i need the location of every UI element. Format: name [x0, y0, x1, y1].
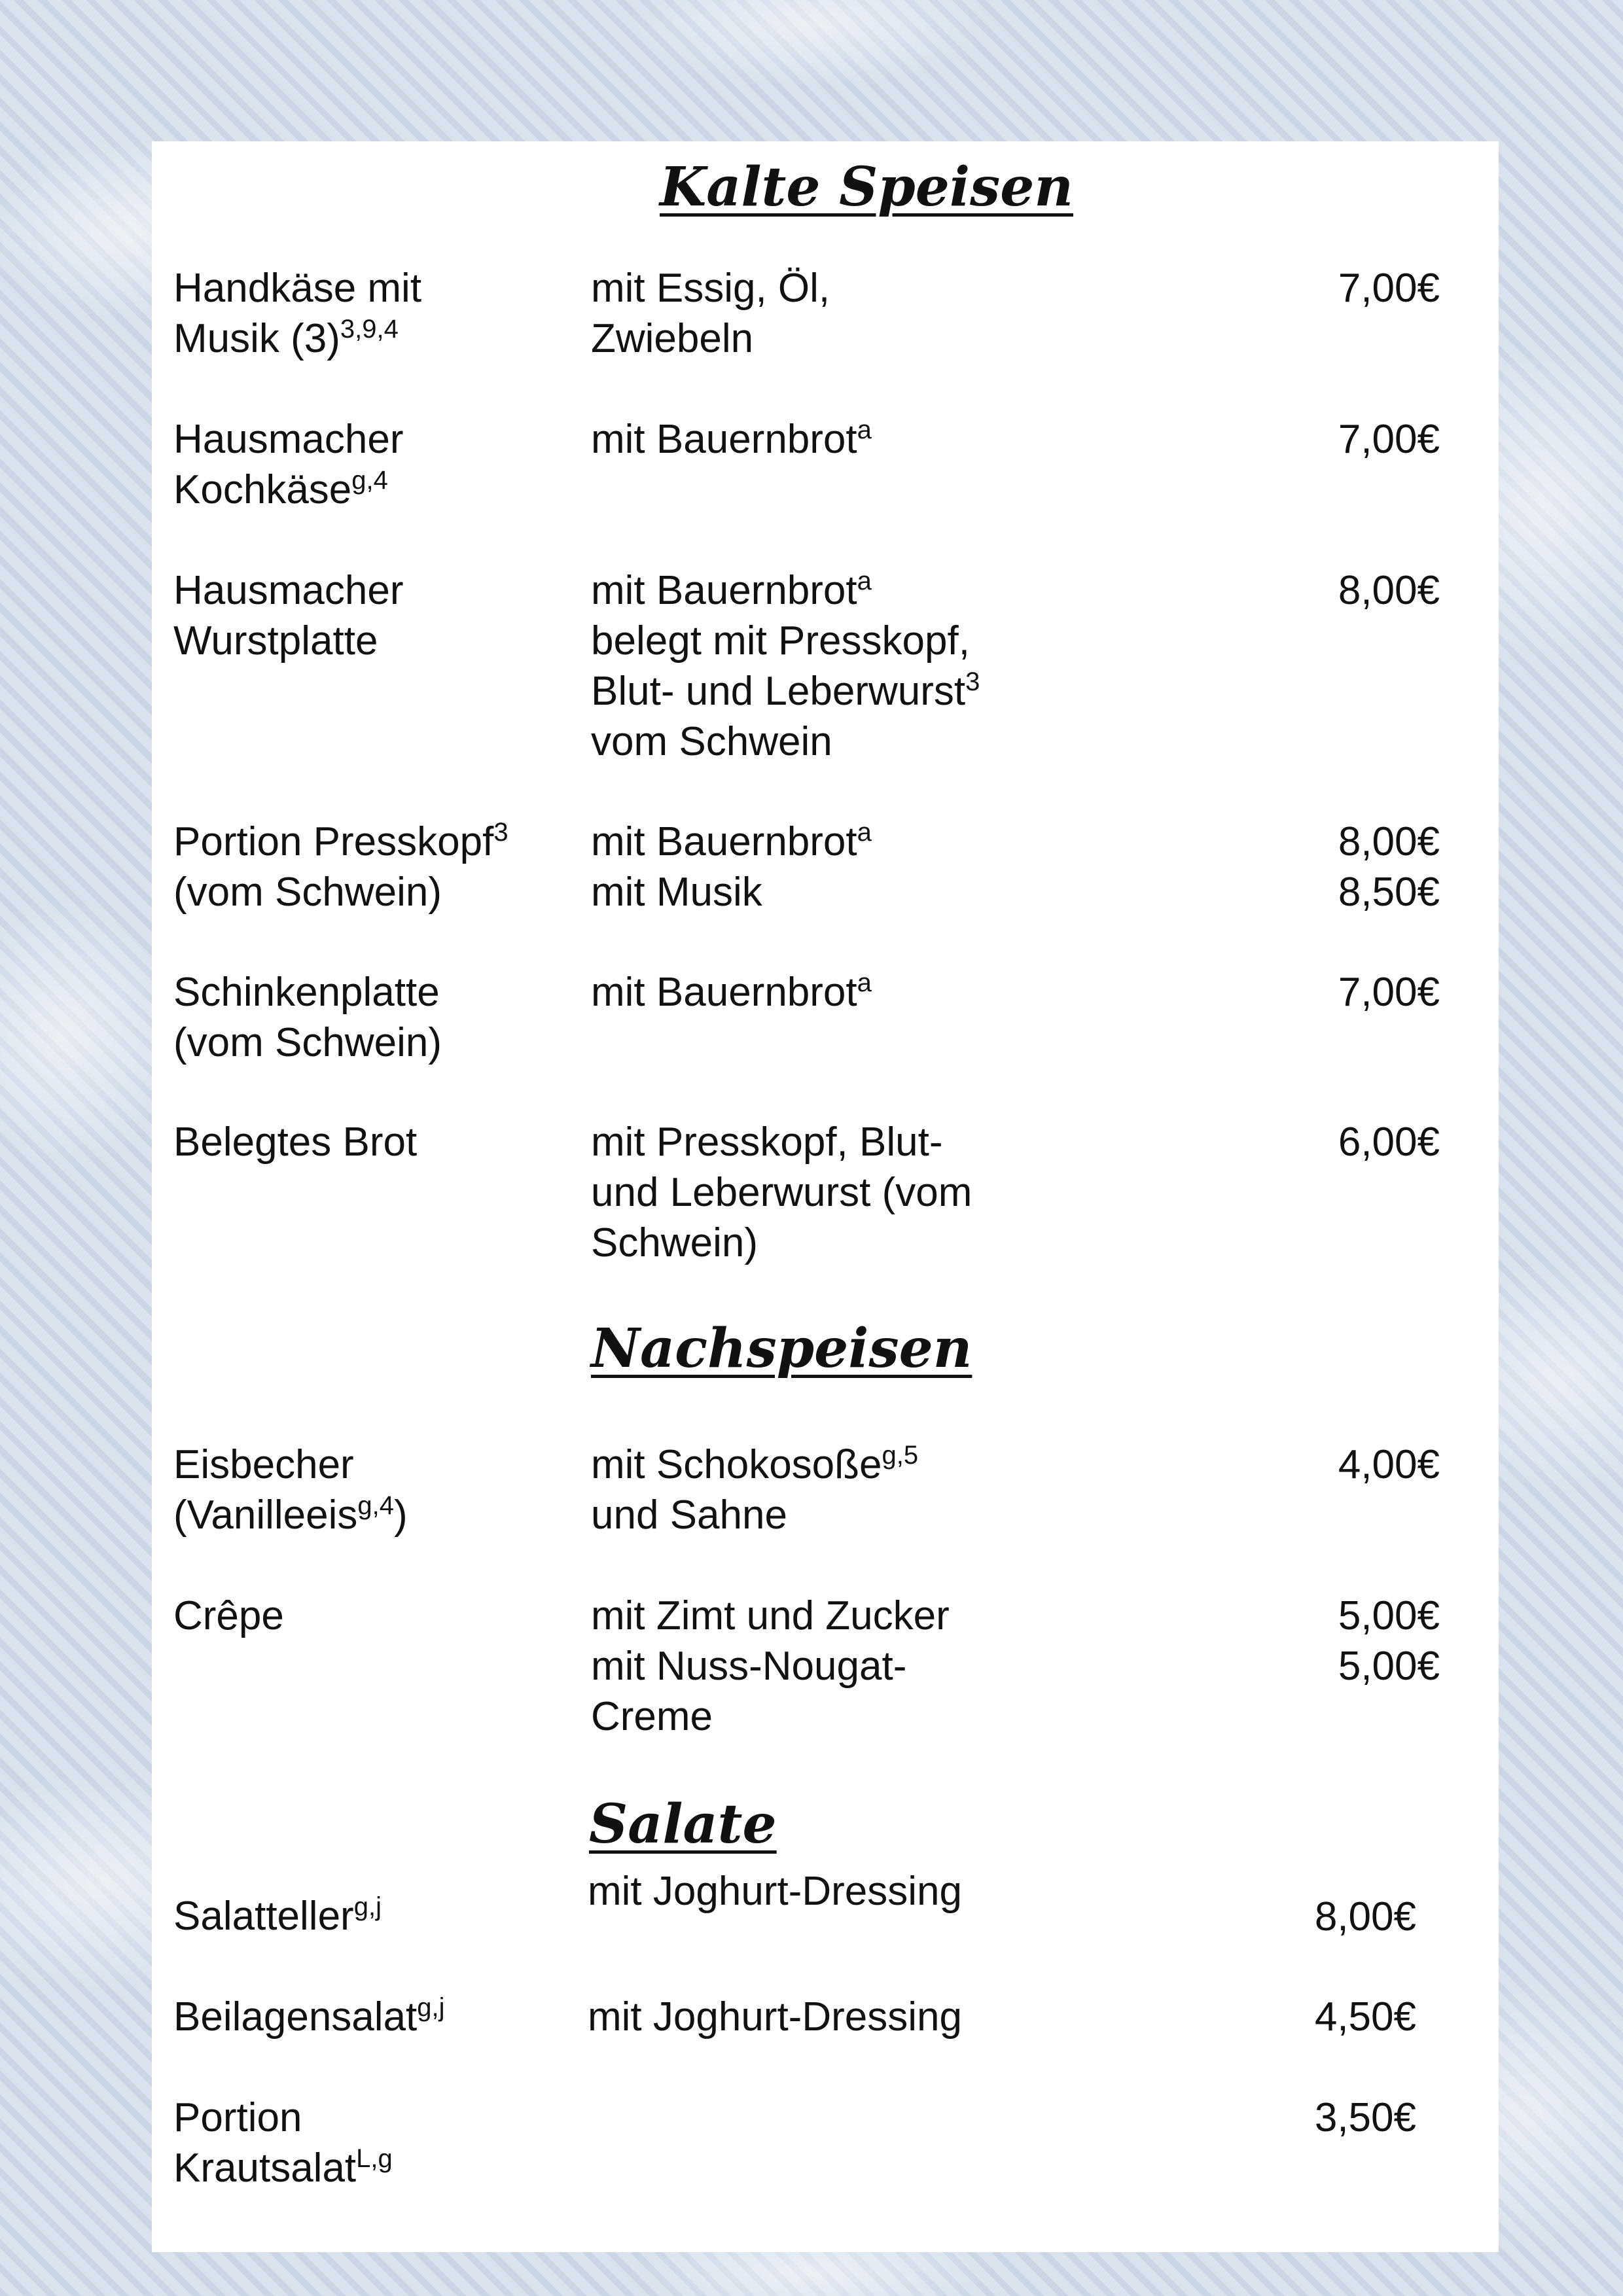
section-title-nachspeisen: Nachspeisen	[591, 1317, 972, 1380]
item-desc: mit Presskopf, Blut-	[591, 1120, 943, 1165]
item-desc: mit Essig, Öl,	[591, 266, 830, 311]
allergen-sup: L,g	[356, 2144, 393, 2173]
item-desc: und Leberwurst (vom	[591, 1170, 972, 1215]
allergen-sup: g,j	[417, 1993, 445, 2022]
item-name: (vom Schwein)	[173, 870, 442, 915]
item-name: Salatteller$^{g,j}$	[173, 1892, 382, 1939]
item-desc: Blut- und Leberwurst$^3$	[591, 667, 980, 714]
item-name: Krautsalat$^{L,g}$	[173, 2144, 393, 2191]
item-price: 3,50€	[1314, 2095, 1416, 2140]
item-desc: Zwiebeln	[591, 316, 754, 361]
allergen-sup: a	[857, 968, 872, 997]
item-price: 8,00€	[1314, 1894, 1416, 1939]
item-desc: mit Bauernbrot$^a$	[591, 567, 872, 613]
item-price: 5,00€	[1338, 1644, 1440, 1689]
item-name: Kochkäse$^{g,4}$	[173, 466, 388, 512]
allergen-sup: g,4	[357, 1491, 395, 1520]
item-desc: mit Joghurt-Dressing	[588, 1869, 962, 1914]
item-price: 8,00€	[1338, 568, 1440, 613]
item-desc: mit Bauernbrot$^a$	[591, 415, 872, 462]
allergen-sup: g,j	[353, 1892, 382, 1921]
item-name: Hausmacher	[173, 568, 404, 613]
item-name: Handkäse mit	[173, 266, 422, 311]
item-name: Portion Presskopf$^3$	[173, 818, 508, 864]
item-desc: mit Zimt und Zucker	[591, 1593, 950, 1638]
item-desc: mit Musik	[591, 870, 762, 915]
item-desc: vom Schwein	[591, 719, 832, 764]
item-name: (vom Schwein)	[173, 1020, 442, 1065]
allergen-sup: a	[857, 567, 872, 595]
allergen-sup: 3,9,4	[340, 315, 399, 344]
item-price: 7,00€	[1338, 266, 1440, 311]
item-desc: mit Joghurt-Dressing	[588, 1994, 962, 2040]
item-price: 6,00€	[1338, 1120, 1440, 1165]
allergen-sup: g,5	[882, 1441, 919, 1470]
item-price: 7,00€	[1338, 970, 1440, 1015]
item-desc: mit Nuss-Nougat-	[591, 1644, 907, 1689]
item-name: Hausmacher	[173, 417, 404, 462]
item-price: 7,00€	[1338, 417, 1440, 462]
item-name: Portion	[173, 2095, 302, 2140]
item-price: 4,50€	[1314, 1994, 1416, 2040]
item-desc: belegt mit Presskopf,	[591, 618, 970, 663]
item-name: Wurstplatte	[173, 618, 378, 663]
item-desc: mit Bauernbrot$^a$	[591, 818, 872, 864]
item-name: Schinkenplatte	[173, 970, 440, 1015]
item-price: 4,00€	[1338, 1442, 1440, 1487]
allergen-sup: g,4	[351, 466, 388, 495]
section-title-salate: Salate	[589, 1793, 777, 1856]
item-name: (Vanilleeis$^{g,4}$)	[173, 1491, 408, 1538]
item-desc: Creme	[591, 1694, 713, 1739]
item-price: 8,50€	[1338, 870, 1440, 915]
allergen-sup: 3	[493, 818, 508, 847]
allergen-sup: 3	[965, 667, 980, 696]
section-title-kalte-speisen: Kalte Speisen	[660, 156, 1073, 219]
item-desc: mit Schokosoße$^{g,5}$	[591, 1441, 919, 1487]
item-name: Eisbecher	[173, 1442, 354, 1487]
item-price: 5,00€	[1338, 1593, 1440, 1638]
item-name: Crêpe	[173, 1593, 284, 1638]
item-desc: und Sahne	[591, 1492, 787, 1538]
allergen-sup: a	[857, 818, 872, 847]
item-name: Beilagensalat$^{g,j}$	[173, 1993, 445, 2040]
item-desc: Schwein)	[591, 1220, 758, 1265]
item-name: Belegtes Brot	[173, 1120, 418, 1165]
item-desc: mit Bauernbrot$^a$	[591, 968, 872, 1015]
item-name: Musik $(3)^{3,9,4}$	[173, 315, 399, 361]
allergen-sup: a	[857, 415, 872, 444]
item-price: 8,00€	[1338, 819, 1440, 864]
